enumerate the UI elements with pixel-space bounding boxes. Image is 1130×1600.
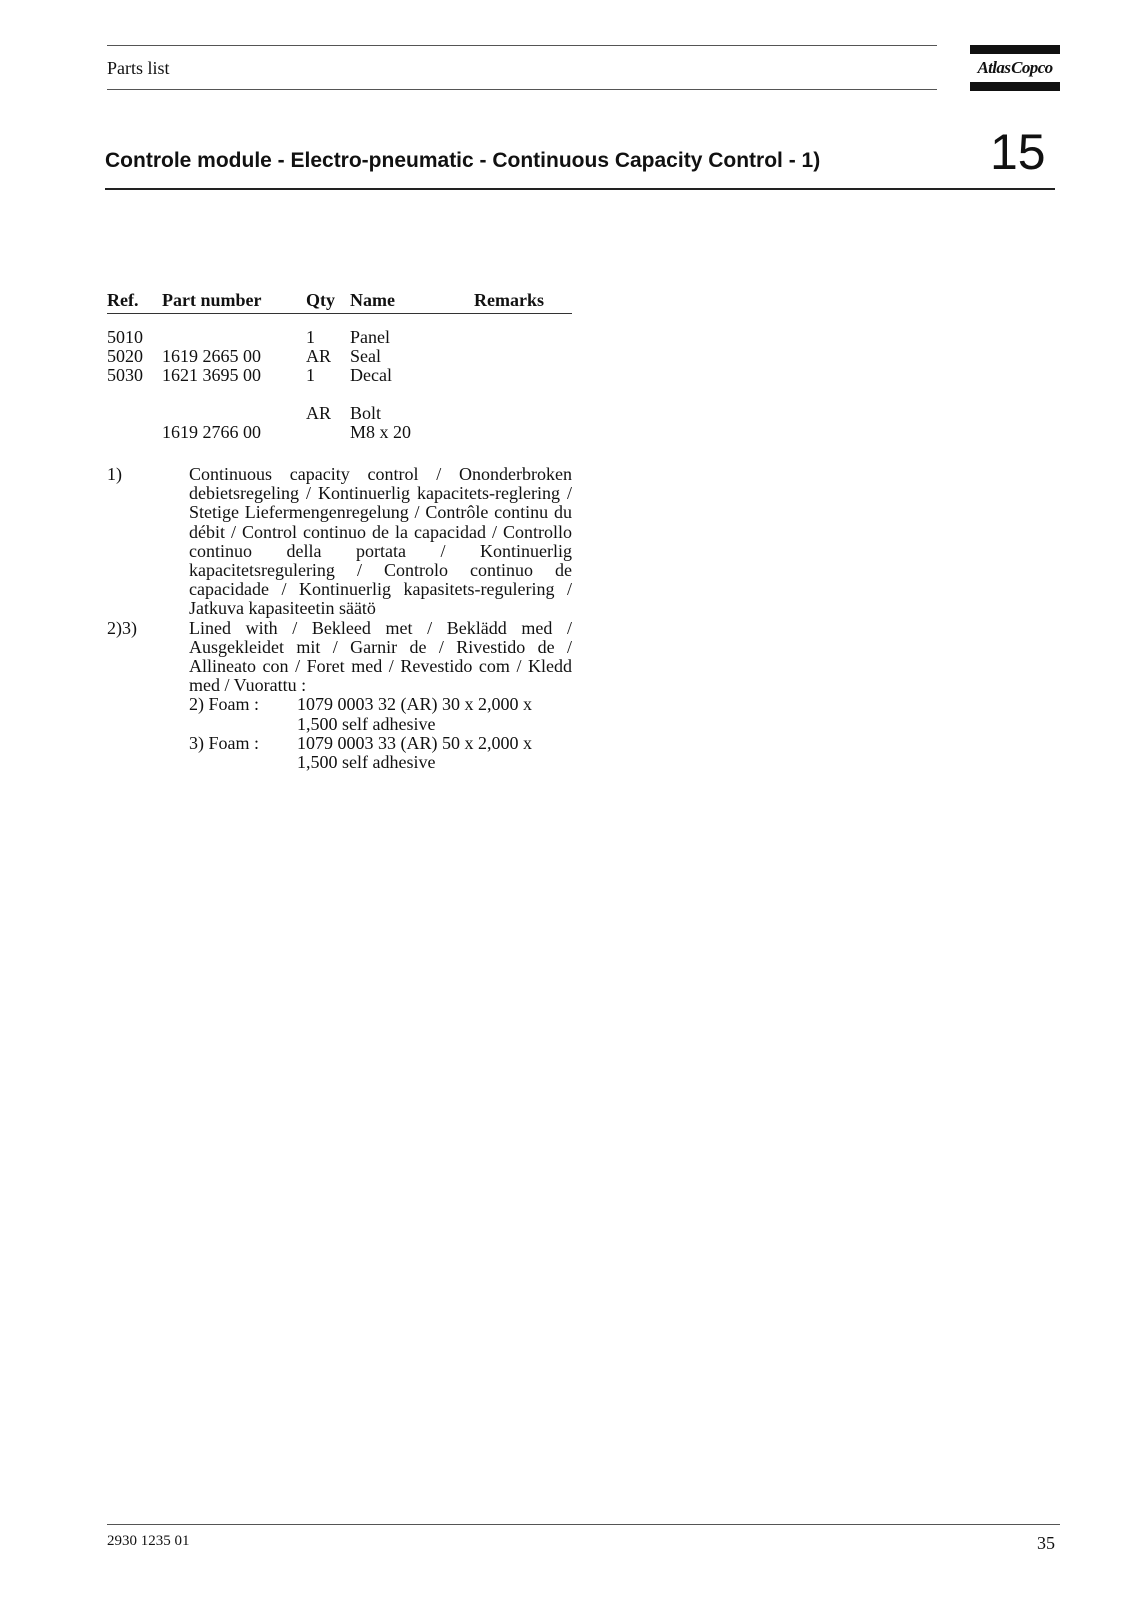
cell-qty: AR bbox=[306, 403, 332, 423]
header-part-number: Part number bbox=[162, 290, 262, 310]
cell-qty: 1 bbox=[306, 327, 315, 347]
cell-qty: 1 bbox=[306, 365, 315, 385]
foam-text: 1079 0003 32 (AR) 30 x 2,000 x 1,500 self adhesive bbox=[297, 694, 532, 734]
cell-part-number: 1619 2766 00 bbox=[162, 422, 261, 442]
cell-name: M8 x 20 bbox=[350, 422, 412, 442]
table-row bbox=[107, 404, 572, 423]
header-bottom-rule bbox=[107, 89, 937, 90]
cell-name: Bolt bbox=[350, 403, 382, 423]
logo-wordmark: Atlas Copco bbox=[977, 58, 1053, 77]
table-row bbox=[107, 423, 572, 442]
table-header-row bbox=[107, 291, 572, 314]
header-name: Name bbox=[350, 290, 395, 310]
logo-bottom-bar bbox=[970, 82, 1060, 91]
cell-ref: 5020 bbox=[107, 346, 143, 366]
cell-ref: 5010 bbox=[107, 327, 143, 347]
cell-part-number: 1619 2665 00 bbox=[162, 346, 261, 366]
foam-label: 3) Foam : bbox=[189, 732, 259, 753]
logo-top-bar bbox=[970, 45, 1060, 54]
header-remarks: Remarks bbox=[474, 290, 544, 310]
parts-table bbox=[107, 291, 572, 442]
page-number: 35 bbox=[1037, 1533, 1055, 1553]
cell-name: Seal bbox=[350, 346, 381, 366]
footnotes bbox=[107, 465, 572, 772]
table-row bbox=[107, 328, 572, 347]
footnote-text: Lined with / Bekleed met / Beklädd med / Ausgekleidet mit / Garnir de / Rivestido de / Allineato con / Foret med / Revestido com / Kledd med / Vuorattu : bbox=[189, 617, 572, 696]
header-label: Parts list bbox=[107, 58, 170, 78]
cell-qty: AR bbox=[306, 346, 332, 366]
cell-name: Decal bbox=[350, 365, 392, 385]
section-title: Controle module - Electro-pneumatic - Continuous Capacity Control - 1) bbox=[105, 149, 821, 172]
table-row bbox=[107, 347, 572, 366]
header-qty: Qty bbox=[306, 290, 335, 310]
foam-text: 1079 0003 33 (AR) 50 x 2,000 x 1,500 self adhesive bbox=[297, 732, 532, 773]
header-top-rule bbox=[107, 45, 937, 46]
cell-name: Panel bbox=[350, 327, 390, 347]
cell-ref: 5030 bbox=[107, 365, 143, 385]
foam-label: 2) Foam : bbox=[189, 694, 259, 715]
footnote-text: Continuous capacity control / Ononderbroken debietsregeling / Kontinuerlig kapacitets-reglering / Stetige Liefermengenregelung / Contrôle continu du débit / Control continuo de la capacidad / Controllo continuo della portata / Kontinuerlig kapacitetsregulering / Controlo continuo de capacidade / Kontinuerlig kapasitets-regulering / Jatkuva kapasiteetin säätö bbox=[189, 464, 572, 619]
header-ref: Ref. bbox=[107, 290, 139, 310]
foam-entry bbox=[189, 734, 572, 772]
footnote-ref: 1) bbox=[107, 464, 122, 484]
footnote-1 bbox=[107, 465, 572, 619]
table-row bbox=[107, 366, 572, 385]
cell-part-number: 1621 3695 00 bbox=[162, 365, 261, 385]
footer-rule bbox=[107, 1524, 1060, 1525]
footnote-2-3 bbox=[107, 619, 572, 773]
section-number: 15 bbox=[990, 124, 1046, 180]
title-rule bbox=[105, 188, 1055, 190]
footnote-ref: 2)3) bbox=[107, 617, 137, 638]
foam-entry bbox=[189, 695, 572, 733]
document-number: 2930 1235 01 bbox=[107, 1533, 190, 1549]
atlas-copco-logo bbox=[970, 45, 1060, 91]
